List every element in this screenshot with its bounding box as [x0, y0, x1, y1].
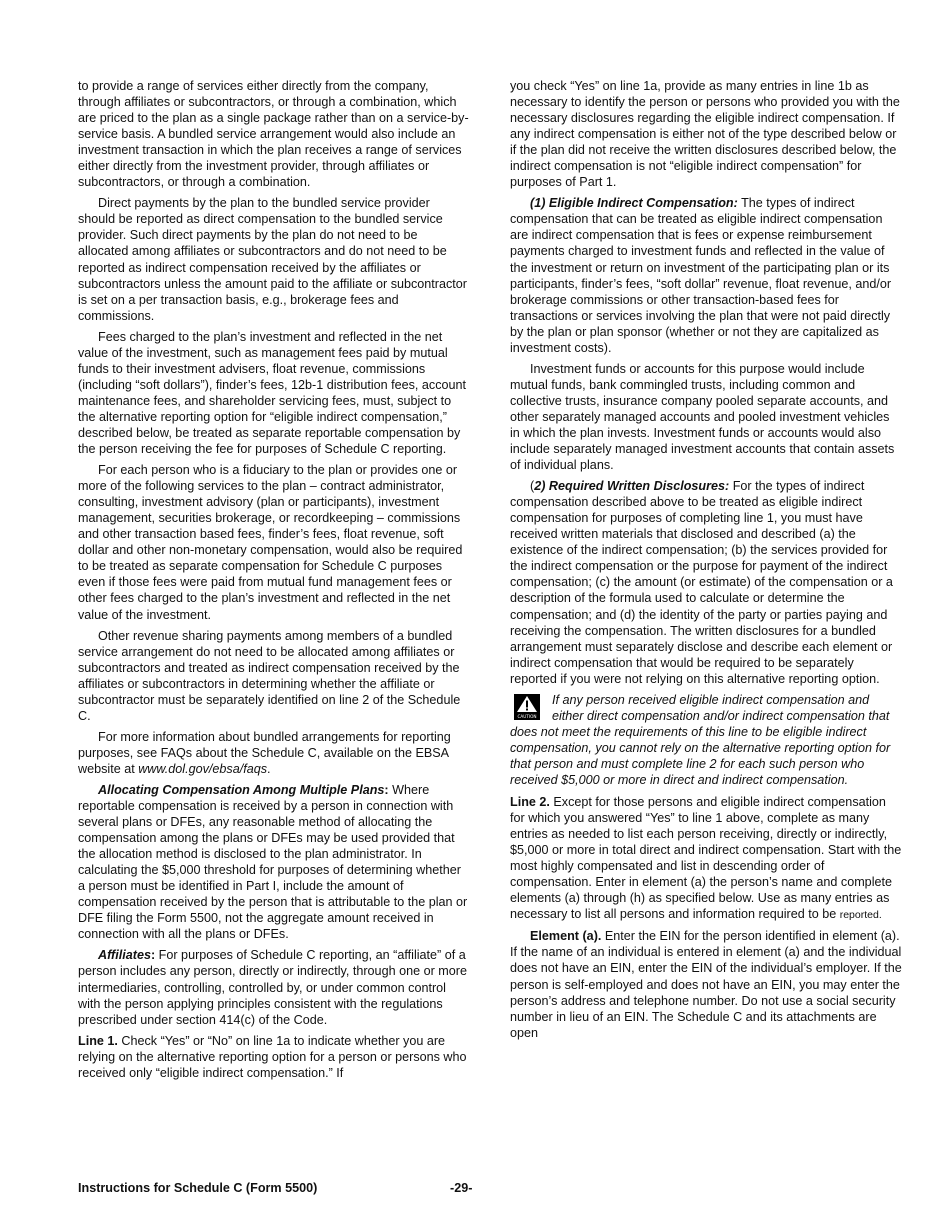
page-number: -29- [450, 1181, 473, 1195]
line-2-heading: Line 2. [510, 795, 550, 810]
paragraph-allocating-compensation [78, 782, 470, 942]
allocating-heading: Allocating Compensation Among Multiple Plans [98, 782, 385, 797]
affiliates-text: For purposes of Schedule C reporting, an “affiliate” of a person includes any person, directly or indirectly, through one or more intermediaries, controlling, controlled by, or under common control with the person applying principles consistent with the regulations prescribed under section 414(c) of the Code. [78, 948, 467, 1027]
paragraph-line-1 [78, 1033, 470, 1081]
line-1-text: Check “Yes” or “No” on line 1a to indicate whether you are relying on the alternative reporting option for a person or persons who received only “eligible indirect compensation.” If [78, 1033, 467, 1080]
eligible-indirect-text: The types of indirect compensation that can be treated as eligible indirect compensation are indirect compensation that is fees or expense reimbursement payments charged to investment funds and reflected in the value of the investment or return on investment of the participating plan or its participants, finder’s fees, “soft dollar” revenue, float revenue, and/or brokerage commissions or other transaction-based fees for transactions or services involving the plan that were not paid directly by the plan or plan sponsor (whether or not they are capitalized as investment costs). [510, 196, 892, 355]
paragraph-element-a [510, 928, 902, 1040]
paragraph-affiliates [78, 947, 470, 1027]
eligible-indirect-heading: (1) Eligible Indirect Compensation: [530, 196, 738, 211]
footer-title: Instructions for Schedule C (Form 5500) [78, 1181, 318, 1195]
paragraph-line-2 [510, 794, 902, 923]
paragraph-line-1-continued: you check “Yes” on line 1a, provide as many entries in line 1b as necessary to identify the person or persons who provided you with the necessary disclosures regarding the eligible indirect compensation. If any indirect compensation is either not of the type described below or if the plan did not receive the written disclosures described below, the indirect compensation is not “eligible indirect compensation” for purposes of Part 1. [510, 79, 900, 190]
left-column [78, 78, 470, 1086]
line-1-heading: Line 1. [78, 1033, 118, 1048]
written-disclosures-text: For the types of indirect compensation described above to be treated as eligible indirect compensation for purposes of completing line 1, you must have received written materials that disclosed and described (a) the existence of the indirect compensation; (b) the services provided for the indirect compensation or the purpose for payment of the indirect compensation; (c) the amount (or estimate) of the compensation or a description of the formula used to calculate or determine the compensation; and (d) the identity of the party or parties paying and receiving the compensation. The written disclosures for a bundled arrangement must separately disclose and describe each element or indirect compensation that would be required to be separately reported if you were not relying on this alternative reporting option. [510, 479, 893, 686]
paragraph-more-info [78, 729, 470, 777]
written-disclosures-heading: 2) Required Written Disclosures: [534, 479, 730, 494]
element-a-text: Enter the EIN for the person identified in element (a). If the name of an individual is entered in element (a) and the individual does not have an EIN, enter the EIN of the individual’s employer. If the person is self-employed and does not have an EIN, you may enter the person’s address and telephone number. Do not use a social security number in lieu of an EIN. The Schedule C and its attachments are open [510, 929, 902, 1040]
line-2-text: Except for those persons and eligible indirect compensation for which you answered “Yes” to line 1 above, complete as many entries as needed to list each person receiving, directly or indirectly, $5,000 or more in total direct and indirect compensation. Start with the most highly compensated and list in descending order of compensation. Enter in element (a) the person’s name and complete elements (a) through (h) as specified below. Use as many entries as necessary to list all persons and information required to be [510, 795, 902, 922]
right-column [510, 78, 902, 1046]
written-disclosures-open-paren: ( [530, 479, 535, 494]
caution-icon [514, 694, 540, 720]
paragraph-bundled-intro: to provide a range of services either directly from the company, through affiliates or subcontractors, or through a combination, which are priced to the plan as a single package rather than on a service-by-service basis. A bundled service arrangement would also include an investment transaction in which the plan receives a range of services either directly from the investment provider, through affiliates or subcontractors, or through a combination. [78, 79, 469, 190]
allocating-text: Where reportable compensation is received by a person in connection with several plans or DFEs, any reasonable method of allocating the compensation among the plans or DFEs may be used provided that the allocation method is disclosed to the plan administrator. In calculating the $5,000 threshold for purposes of determining whether a person must be identified in Part I, include the amount of compensation received by the person that is attributable to the plan or DFE filing the Form 5500, not the aggregate amount received in connection with all the plans or DFEs. [78, 782, 468, 942]
more-info-text: For more information about bundled arrangements for reporting purposes, see FAQs about the Schedule C, available on the EBSA website at [78, 729, 451, 776]
affiliates-heading: Affiliates [98, 948, 151, 963]
caution-text: If any person received eligible indirect compensation and either direct compensation and/or indirect compensation that does not meet the requirements of this line to be eligible indirect compensation, you cannot rely on the alternative reporting option for that person and must complete line 2 for each such person who received $5,000 or more in direct and indirect compensation. [510, 692, 891, 787]
caution-note [510, 692, 902, 788]
paragraph-direct-payments: Direct payments by the plan to the bundled service provider should be reported as direct compensation to the bundled service provider. Such direct payments by the plan do not need to be allocated among affiliates or subcontractors and do not need to be reported as indirect compensation received by the affiliates or subcontractors unless the amount paid to the affiliate or subcontractor is set on a per transaction basis, e.g., brokerage fees and commissions. [78, 196, 467, 323]
paragraph-written-disclosures [510, 478, 902, 687]
caution-label: CAUTION [517, 713, 537, 719]
paragraph-eligible-indirect [510, 195, 902, 355]
affiliates-colon: : [150, 948, 156, 963]
paragraph-fees-charged: Fees charged to the plan’s investment and reflected in the net value of the investment, such as management fees paid by mutual funds to their investment advisers, float revenue, commissions (including “soft dollars”), finder’s fees, 12b-1 distribution fees, account maintenance fees, and shareholder servicing fees, must, subject to the alternative reporting option for “eligible indirect compensation,” described below, be treated as separate reportable compensation by the person receiving the fee for purposes of Schedule C reporting. [78, 329, 467, 457]
paragraph-fiduciary-services: For each person who is a fiduciary to the plan or provides one or more of the following services to the plan – contract administrator, consulting, investment advisory (plan or participants), investment management, securities brokerage, or recordkeeping – commissions and other transaction based fees, finder’s fees, float revenue, soft dollar and other non-monetary compensation, would also be required to be treated as separate compensation for Schedule C purposes even if those fees were paid from mutual fund management fees or other fees charged to the plan’s investment and reflected in the net value of the investment. [78, 463, 463, 622]
paragraph-investment-funds: Investment funds or accounts for this purpose would include mutual funds, bank commingled trusts, including common and collective trusts, insurance company pooled separate accounts, and other separately managed accounts and pooled investment vehicles in which the plan invests. Investment funds or accounts would also include separately managed investment accounts that contain assets of individual plans. [510, 361, 895, 473]
element-a-heading: Element (a). [530, 929, 602, 944]
more-info-period: . [267, 761, 271, 776]
line-2-reported: reported. [839, 909, 882, 922]
allocating-colon: : [384, 782, 389, 797]
ebsa-faq-link[interactable]: www.dol.gov/ebsa/faqs [138, 761, 268, 776]
paragraph-revenue-sharing: Other revenue sharing payments among members of a bundled service arrangement do not need to be allocated among affiliates or subcontractors and treated as indirect compensation received by the affiliates or subcontractors in determining whether the affiliate or subcontractor must be separately identified on line 2 of the Schedule C. [78, 628, 461, 723]
